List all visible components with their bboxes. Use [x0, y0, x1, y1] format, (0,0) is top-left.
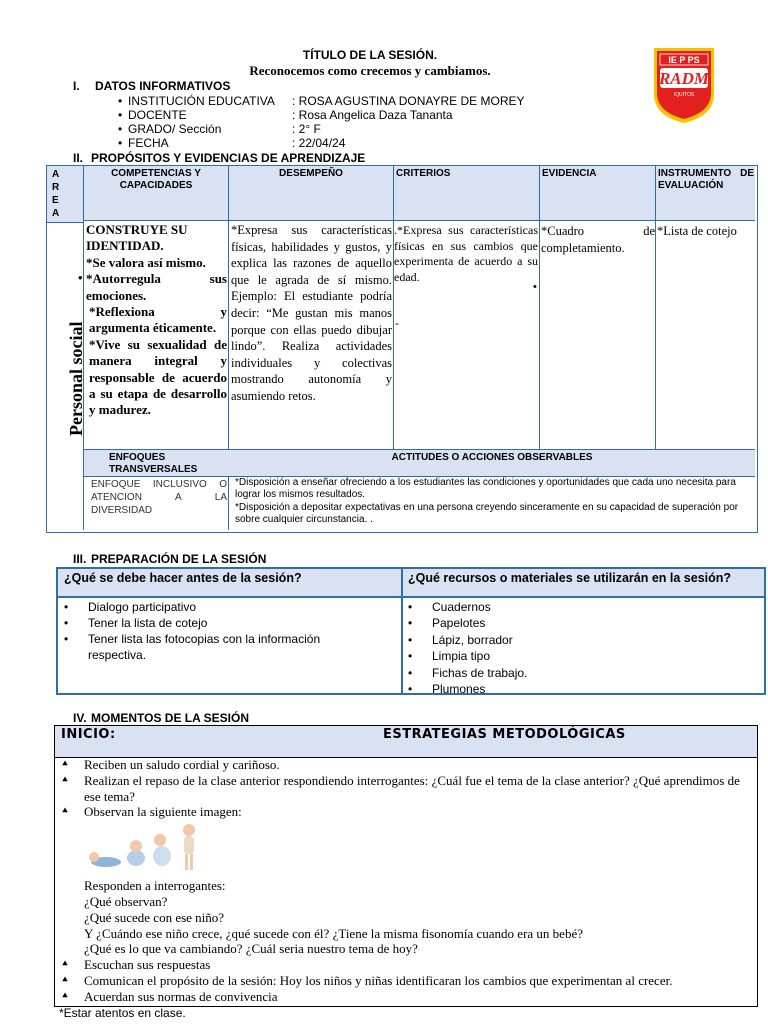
bullet-icon: • — [118, 136, 123, 150]
arrow-bullet-icon: ⯅ — [61, 759, 69, 770]
preparation-table — [56, 567, 766, 695]
list-item: • Tener lista las fotocopias con la información respectiva. — [64, 632, 321, 662]
criterios-header: CRITERIOS — [396, 168, 451, 179]
instrumento-header: INSTRUMENTO DE EVALUACIÓN — [658, 168, 754, 191]
section-1-heading: DATOS INFORMATIVOS — [95, 79, 231, 93]
session-title-label: TÍTULO DE LA SESIÓN. — [302, 48, 438, 62]
info-label-fecha: FECHA — [128, 136, 169, 150]
recursos-list — [406, 599, 706, 697]
bullet-icon: • — [64, 632, 69, 646]
preparation-q2: ¿Qué recursos o materiales se utilizarán en la sesión? — [408, 571, 732, 585]
info-value-docente: : Rosa Angelica Daza Tananta — [292, 108, 453, 122]
preparation-q1: ¿Qué se debe hacer antes de la sesión? — [64, 571, 302, 585]
competencias-header: COMPETENCIAS Y CAPACIDADES — [111, 168, 201, 191]
bullet-icon: • — [78, 270, 83, 286]
logo-bottom-text: IQUITOS — [673, 92, 695, 98]
instrumento-cell: *Lista de cotejo — [657, 224, 737, 238]
arrow-bullet-icon: ⯅ — [61, 990, 69, 1002]
baby-growth-image-icon — [84, 820, 214, 876]
list-item: • Plumones — [408, 682, 486, 697]
info-list — [118, 94, 638, 154]
logo-main-text: RADM — [658, 69, 710, 88]
list-item: • Lápiz, borrador — [408, 632, 513, 647]
bullet-icon: • — [118, 108, 123, 122]
moments-table — [54, 725, 758, 1020]
desempeno-header: DESEMPEÑO — [279, 168, 343, 179]
competencia-item: *Reflexiona y argumenta éticamente. — [89, 304, 227, 336]
actitud-item: *Disposición a enseñar ofreciendo a los estudiantes las condiciones y oportunidades que cada uno necesita para lograr los mismos resultados. — [235, 477, 736, 500]
competencia-item: *Se valora así mismo. — [86, 254, 206, 270]
arrow-bullet-icon: ⯅ — [61, 774, 69, 786]
antes-list — [62, 599, 362, 663]
bullet-icon: • — [408, 600, 413, 614]
info-label-institucion: INSTITUCIÓN EDUCATIVA — [128, 94, 275, 108]
step-item: ⯅ Observan la siguiente imagen: — [61, 804, 242, 820]
bullet-icon: • — [408, 632, 413, 647]
info-label-docente: DOCENTE — [128, 108, 187, 122]
step-item: ⯅ Reciben un saludo cordial y cariñoso. — [61, 757, 280, 772]
arrow-bullet-icon: ⯅ — [61, 806, 69, 818]
info-value-fecha: : 22/04/24 — [292, 136, 346, 150]
section-2-number: II. — [73, 151, 84, 165]
school-logo — [652, 46, 716, 124]
area-header: A R E A — [52, 169, 60, 219]
enfoques-header: ENFOQUES TRANSVERSALES — [109, 452, 198, 475]
section-4-number: IV. — [73, 711, 87, 725]
competencias-cell — [78, 222, 227, 419]
bullet-icon: • — [408, 616, 413, 631]
criterios-extra: - — [395, 316, 399, 330]
logo-top-text: IE P PS — [668, 55, 700, 65]
info-value-institucion: : ROSA AGUSTINA DONAYRE DE MOREY — [292, 94, 525, 108]
bullet-icon: • — [64, 600, 69, 614]
area-name: Personal social — [66, 321, 86, 436]
growth-image — [84, 820, 755, 878]
bullet-icon: • — [118, 94, 123, 108]
competencia-item: *Vive su sexualidad de manera integral y responsable de acuerdo a su etapa de desarrollo y madurez. — [89, 336, 227, 418]
actitudes-header: ACTITUDES O ACCIONES OBSERVABLES — [391, 452, 593, 463]
bullet-icon: • — [64, 616, 69, 630]
list-item: • Papelotes — [408, 616, 486, 631]
list-item: • Fichas de trabajo. — [408, 665, 528, 680]
desempeno-cell: *Expresa sus características físicas, habilidades y gustos, y explica las razones de aquello que le agrada de sí mismo. Ejemplo: El estudiante podría decir: “Me gustan mis manos porque con ellas puedo dibujar lindo”. Realiza actividades individuales y colectivas mostrando autonomía y asumiendo retos. — [231, 223, 392, 403]
competencia-title: CONSTRUYE SU IDENTIDAD. — [86, 222, 188, 254]
section-3-number: III. — [73, 552, 87, 566]
arrow-bullet-icon: ⯅ — [61, 974, 69, 986]
bullet-icon: • — [533, 281, 537, 293]
bullet-icon: • — [408, 649, 413, 664]
shield-logo-icon — [652, 46, 716, 124]
step-item: ⯅ Comunican el propósito de la sesión: Hoy los niños y niñas identificaran los cambios que experimentan al crecer. — [61, 972, 673, 988]
section-2-heading: PROPÓSITOS Y EVIDENCIAS DE APRENDIZAJE — [91, 151, 366, 165]
info-value-grado: : 2° F — [292, 122, 321, 136]
actitud-item: *Disposición a depositar expectativas en una persona creyendo sinceramente en su capacidad de superación por sobre cualquier circunstancia. . — [235, 502, 739, 525]
purposes-table — [46, 165, 758, 533]
info-label-grado: GRADO/ Sección — [128, 122, 222, 136]
actitudes-cell — [235, 477, 753, 526]
section-1-number: I. — [73, 79, 80, 93]
list-item: • Dialogo participativo — [64, 600, 197, 614]
step-item: ⯅ Acuerdan sus normas de convivencia — [61, 988, 278, 1004]
step-item: ⯅ Realizan el repaso de la clase anterior respondiendo interrogantes: ¿Cuál fue el tema de la clase anterior? ¿Qué aprendimos de ese tema? — [61, 772, 740, 804]
evidencia-cell: *Cuadro de completamiento. — [541, 224, 655, 255]
list-item: • Tener la lista de cotejo — [64, 616, 208, 630]
bullet-icon: • — [408, 665, 413, 680]
list-item: • Cuadernos — [408, 600, 491, 614]
footer-note: *Estar atentos en clase. — [59, 1005, 186, 1020]
list-item: • Limpia tipo — [408, 649, 491, 664]
section-3-heading: PREPARACIÓN DE LA SESIÓN — [91, 552, 267, 566]
criterios-cell: .*Expresa sus características físicas en sus cambios que experimenta de acuerdo a su edad. — [394, 223, 538, 285]
step-item: ⯅ Escuchan sus respuestas — [61, 957, 211, 973]
estrategias-label: ESTRATEGIAS METODOLÓGICAS — [383, 727, 626, 742]
evidencia-header: EVIDENCIA — [542, 168, 597, 179]
responden-block: Responden a interrogantes: ¿Qué observan? ¿Qué sucede con ese niño? Y ¿Cuándo ese niño crece, ¿qué sucede con él? ¿Tiene la misma fisonomía cuando era un bebé? ¿Qué es lo que va cambiando? ¿Cuál seria nuestro tema de hoy? — [84, 878, 583, 957]
bullet-icon: • — [118, 122, 123, 136]
section-4-heading: MOMENTOS DE LA SESIÓN — [91, 711, 250, 725]
enfoque-cell: ENFOQUE INCLUSIVO O ATENCION A LA DIVERSIDAD — [91, 479, 227, 516]
session-title: Reconocemos como crecemos y cambiamos. — [249, 63, 491, 78]
inicio-label: INICIO: — [61, 727, 116, 742]
moments-content — [59, 757, 755, 1021]
arrow-bullet-icon: ⯅ — [61, 959, 69, 971]
bullet-icon: • — [408, 682, 413, 697]
competencia-item: • *Autorregula sus emociones. — [78, 270, 227, 303]
